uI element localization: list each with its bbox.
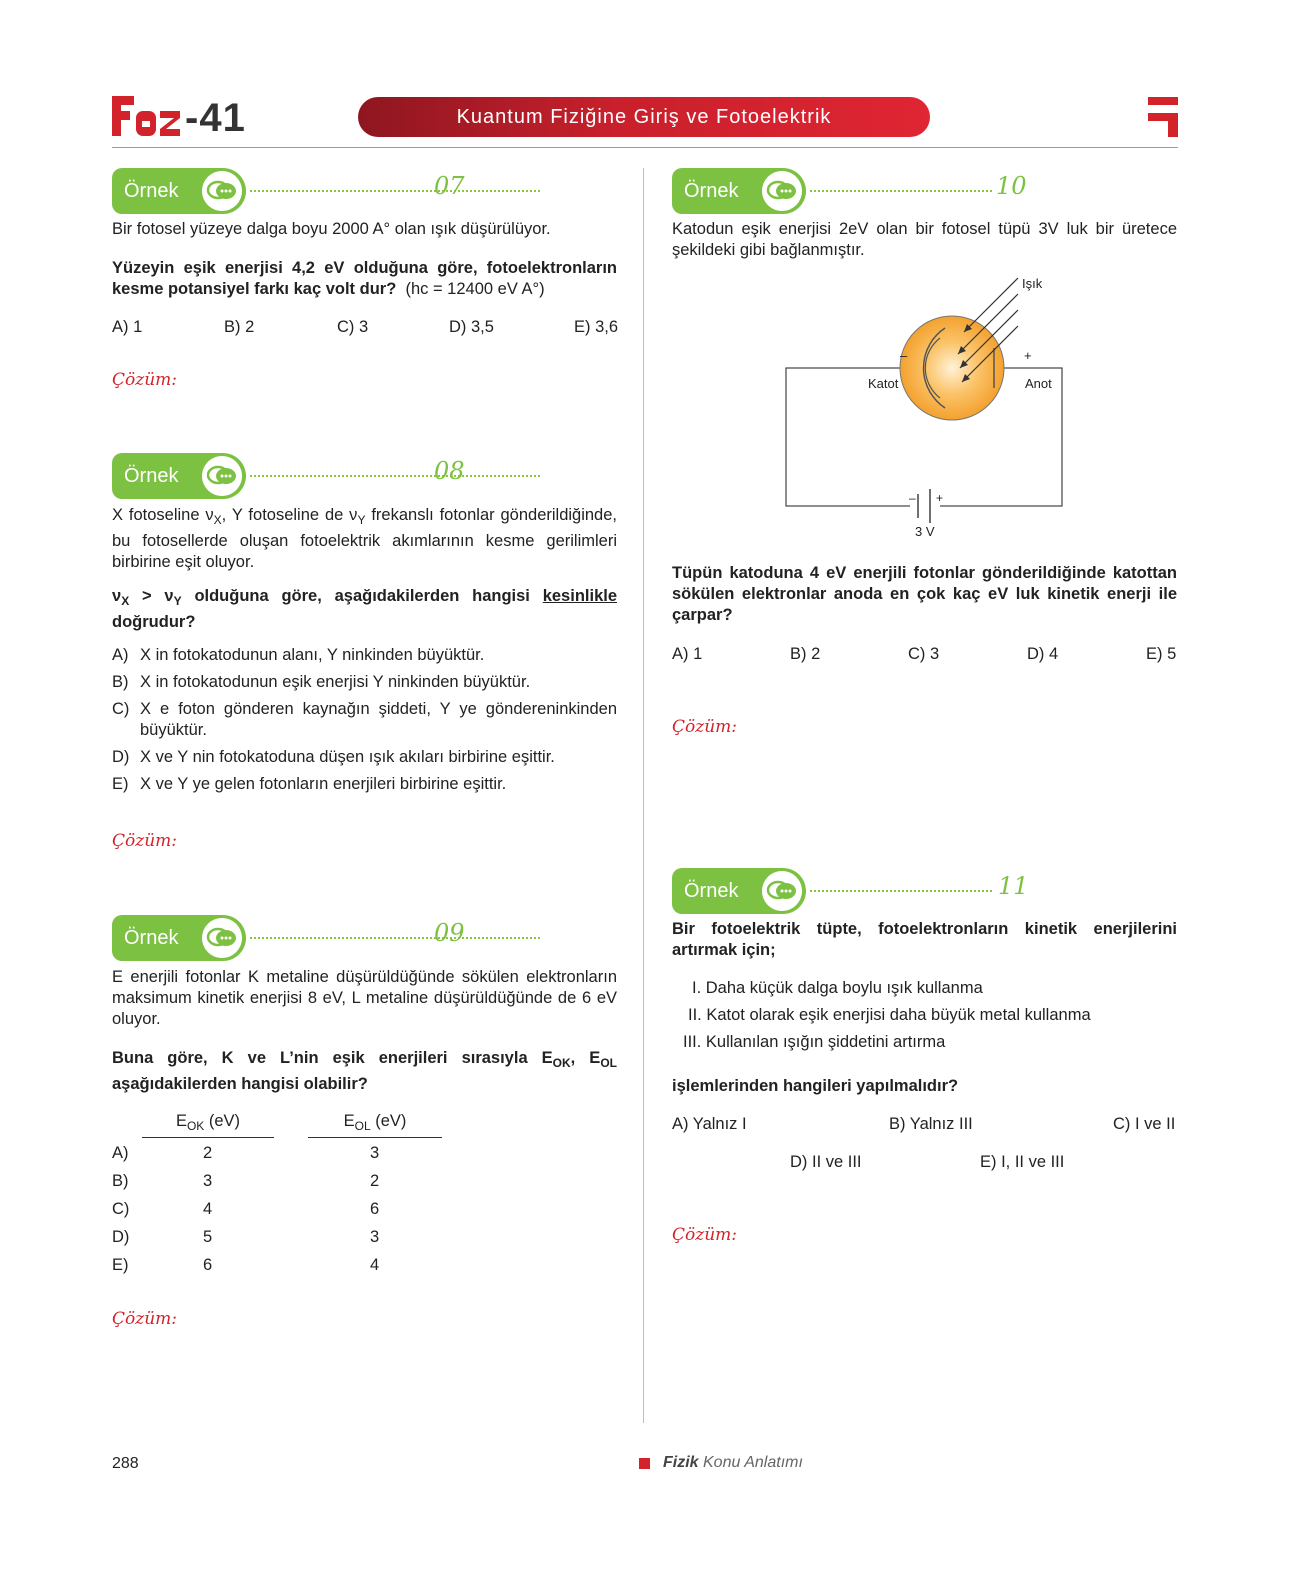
ex10-option-b[interactable]: B) 2 (790, 645, 821, 663)
ex10-option-d[interactable]: D) 4 (1027, 645, 1059, 663)
ex10-text: Katodun eşik enerjisi 2eV olan bir fotosel tüpü 3V luk bir üretece şekildeki gibi bağlanmıştır. (672, 220, 1177, 259)
example-number: 10 (996, 172, 1027, 200)
option-key: A) (112, 1144, 129, 1162)
ornek-badge-11 (672, 868, 1032, 914)
example-number: 07 (434, 172, 465, 200)
dotted-leader (250, 475, 540, 479)
option-key: B) (112, 1172, 129, 1190)
footer-subject-bold: Fizik (663, 1454, 699, 1471)
eok-value: 2 (203, 1144, 213, 1162)
ex07-option-b[interactable]: B) 2 (224, 318, 255, 336)
ornek-label: Örnek (684, 880, 739, 902)
ex09-q-part3: aşağıdakilerden hangisi olabilir? (112, 1075, 368, 1093)
eok-value: 6 (203, 1256, 213, 1274)
anode-label: Anot (1025, 376, 1052, 391)
example-number: 08 (434, 457, 465, 485)
eol-value: 3 (370, 1144, 380, 1162)
ex11-option-d[interactable]: D) II ve III (790, 1153, 862, 1171)
eol-value: 4 (370, 1256, 380, 1274)
ex08-q-part1: ν (112, 587, 122, 605)
eol-value: 6 (370, 1200, 380, 1218)
battery-voltage-label: 3 V (915, 524, 935, 539)
ex09-q-part2: , E (570, 1049, 601, 1067)
option-text: X e foton gönderen kaynağın şiddeti, Y ye göndereninkinden büyüktür. (140, 700, 617, 739)
table-header-eok (142, 1112, 274, 1138)
col2-main: E (343, 1112, 355, 1130)
option-key: B) (112, 673, 129, 691)
option-key: A) (112, 646, 129, 664)
col1-main: E (175, 1112, 187, 1130)
dotted-leader (250, 937, 540, 941)
ex11-option-e[interactable]: E) I, II ve III (980, 1153, 1065, 1171)
light-label: Işık (1022, 276, 1043, 291)
ex08-question (112, 586, 617, 633)
option-text: X ve Y ye gelen fotonların enerjileri birbirine eşittir. (140, 775, 507, 793)
dotted-leader (810, 890, 992, 894)
ex08-option-a[interactable] (112, 645, 617, 666)
dotted-leader (810, 190, 992, 194)
chapter-title: Kuantum Fiziğine Giriş ve Fotoelektrik (358, 97, 930, 137)
ex07-hint: (hc = 12400 eV A°) (405, 280, 545, 298)
ex11-item-1: I. Daha küçük dalga boylu ışık kullanma (692, 979, 983, 997)
ex07-cozum-label: Çözüm: (112, 370, 177, 390)
ex09-option-c[interactable] (112, 1200, 452, 1219)
column-divider (643, 168, 644, 1423)
ornek-badge-10 (672, 168, 1032, 214)
page-number: 288 (112, 1455, 139, 1472)
ex08-option-e[interactable] (112, 774, 617, 795)
speech-bubbles-icon (202, 918, 242, 958)
ornek-label: Örnek (124, 927, 179, 949)
col2-sub: OL (354, 1119, 371, 1133)
option-key: E) (112, 1256, 129, 1274)
ex09-q-sub1: OK (552, 1056, 571, 1070)
col1-sub: OK (186, 1119, 205, 1133)
ex11-option-c[interactable]: C) I ve II (1113, 1115, 1176, 1133)
eok-value: 3 (203, 1172, 213, 1190)
table-header-eol (308, 1112, 442, 1138)
cathode-minus: – (900, 348, 908, 363)
ex09-option-a[interactable] (112, 1144, 452, 1163)
brand-mark-icon (1148, 97, 1178, 137)
eol-value: 3 (370, 1228, 380, 1246)
ex10-option-e[interactable]: E) 5 (1146, 645, 1177, 663)
footer-subject (663, 1454, 803, 1472)
battery-plus: + (936, 491, 944, 505)
speech-bubbles-icon (762, 171, 802, 211)
ex07-option-a[interactable]: A) 1 (112, 318, 143, 336)
option-key: D) (112, 748, 130, 766)
header-divider (112, 147, 1178, 148)
ex09-cozum-label: Çözüm: (112, 1309, 177, 1329)
ornek-badge-09 (112, 915, 472, 961)
ornek-badge-08 (112, 453, 472, 499)
option-text: X in fotokatodunun eşik enerjisi Y ninkinden büyüktür. (140, 673, 531, 691)
ex07-question-main: Yüzeyin eşik enerjisi 4,2 eV olduğuna göre, fotoelektronların kesme potansiyel farkı kaç volt dur? (112, 259, 617, 298)
option-key: D) (112, 1228, 130, 1246)
ex08-text-part1: X fotoseline ν (112, 506, 214, 524)
ornek-label: Örnek (124, 180, 179, 202)
speech-bubbles-icon (202, 171, 242, 211)
ex08-q-underline: kesinlikle (542, 587, 618, 605)
ex11-item-3: III. Kullanılan ışığın şiddetini artırma (683, 1033, 946, 1051)
ex11-question: Bir fotoelektrik tüpte, fotoelektronların kinetik enerjilerini artırmak için; (672, 920, 1177, 959)
ex10-cozum-label: Çözüm: (672, 717, 737, 737)
ex10-option-a[interactable]: A) 1 (672, 645, 703, 663)
footer-square-icon (639, 1458, 650, 1469)
ex08-option-b[interactable] (112, 672, 617, 693)
ex08-option-c[interactable] (112, 699, 617, 741)
ex10-question: Tüpün katoduna 4 eV enerjili fotonlar gönderildiğinde katottan sökülen elektronlar anoda en çok kaç eV luk kinetik enerji ile çarpar? (672, 564, 1177, 624)
ex08-q-part4: doğrudur? (112, 613, 196, 631)
ex07-text: Bir fotosel yüzeye dalga boyu 2000 A° olan ışık düşürülüyor. (112, 220, 551, 238)
option-key: C) (112, 1200, 130, 1218)
footer-subject-rest: Konu Anlatımı (698, 1454, 803, 1471)
ornek-label: Örnek (684, 180, 739, 202)
ex09-q-sub2: OL (600, 1056, 617, 1070)
ex11-cozum-label: Çözüm: (672, 1225, 737, 1245)
ex08-q-sub-y: Y (173, 594, 182, 608)
col1-unit: (eV) (204, 1112, 241, 1130)
example-number: 11 (998, 872, 1029, 900)
ex07-option-c[interactable]: C) 3 (337, 318, 369, 336)
ex08-text (112, 505, 617, 573)
eok-value: 5 (203, 1228, 213, 1246)
ex08-sub-x: X (213, 513, 222, 527)
ex08-text-part2: , Y fotoseline de ν (221, 506, 358, 524)
ex11-item-2: II. Katot olarak eşik enerjisi daha büyük metal kullanma (688, 1006, 1091, 1024)
ex11-option-b[interactable]: B) Yalnız III (889, 1115, 973, 1133)
battery-minus: – (909, 491, 916, 505)
ex08-cozum-label: Çözüm: (112, 831, 177, 851)
option-key: E) (112, 775, 129, 793)
ex08-sub-y: Y (357, 513, 366, 527)
col2-unit: (eV) (370, 1112, 407, 1130)
ex08-q-part2: > ν (129, 587, 174, 605)
ex11-option-a[interactable]: A) Yalnız I (672, 1115, 747, 1133)
ex09-q-part1: Buna göre, K ve L’nin eşik enerjileri sırasıyla E (112, 1049, 553, 1067)
ex07-question (112, 258, 617, 300)
ex07-option-e[interactable]: E) 3,6 (574, 318, 619, 336)
ornek-badge-07 (112, 168, 472, 214)
ornek-label: Örnek (124, 465, 179, 487)
option-key: C) (112, 700, 130, 718)
cathode-label: Katot (868, 376, 899, 391)
speech-bubbles-icon (202, 456, 242, 496)
option-text: X in fotokatodunun alanı, Y ninkinden büyüktür. (140, 646, 485, 664)
ex07-option-d[interactable]: D) 3,5 (449, 318, 494, 336)
faz-logo-icon (112, 96, 182, 136)
anode-plus: + (1024, 348, 1032, 363)
ex11-tail: işlemlerinden hangileri yapılmalıdır? (672, 1077, 959, 1095)
ex10-option-c[interactable]: C) 3 (908, 645, 940, 663)
ex09-option-d[interactable] (112, 1228, 452, 1247)
ex09-text: E enerjili fotonlar K metaline düşürüldüğünde sökülen elektronların maksimum kinetik enerjisi 8 eV, L metaline düşürüldüğünde de 6 eV oluyor. (112, 968, 617, 1028)
eok-value: 4 (203, 1200, 213, 1218)
ex09-option-b[interactable] (112, 1172, 452, 1191)
ex08-q-sub-x: X (121, 594, 130, 608)
ex09-option-e[interactable] (112, 1256, 452, 1275)
logo-number: -41 (185, 96, 246, 140)
example-number: 09 (434, 919, 465, 947)
ex08-option-d[interactable] (112, 747, 617, 768)
dotted-leader (250, 190, 540, 194)
speech-bubbles-icon (762, 871, 802, 911)
eol-value: 2 (370, 1172, 380, 1190)
ex08-q-part3: olduğuna göre, aşağıdakilerden hangisi (181, 587, 543, 605)
ex08-text-part3: frekanslı fotonlar gönderildiğinde, bu fotosellerde oluşan fotoelektrik akımlarının kesme gerilimleri birbirine eşit oluyor. (112, 506, 617, 571)
option-text: X ve Y nin fotokatoduna düşen ışık akıları birbirine eşittir. (140, 748, 555, 766)
ex09-question (112, 1048, 617, 1095)
phototube-circuit-figure (780, 272, 1070, 542)
